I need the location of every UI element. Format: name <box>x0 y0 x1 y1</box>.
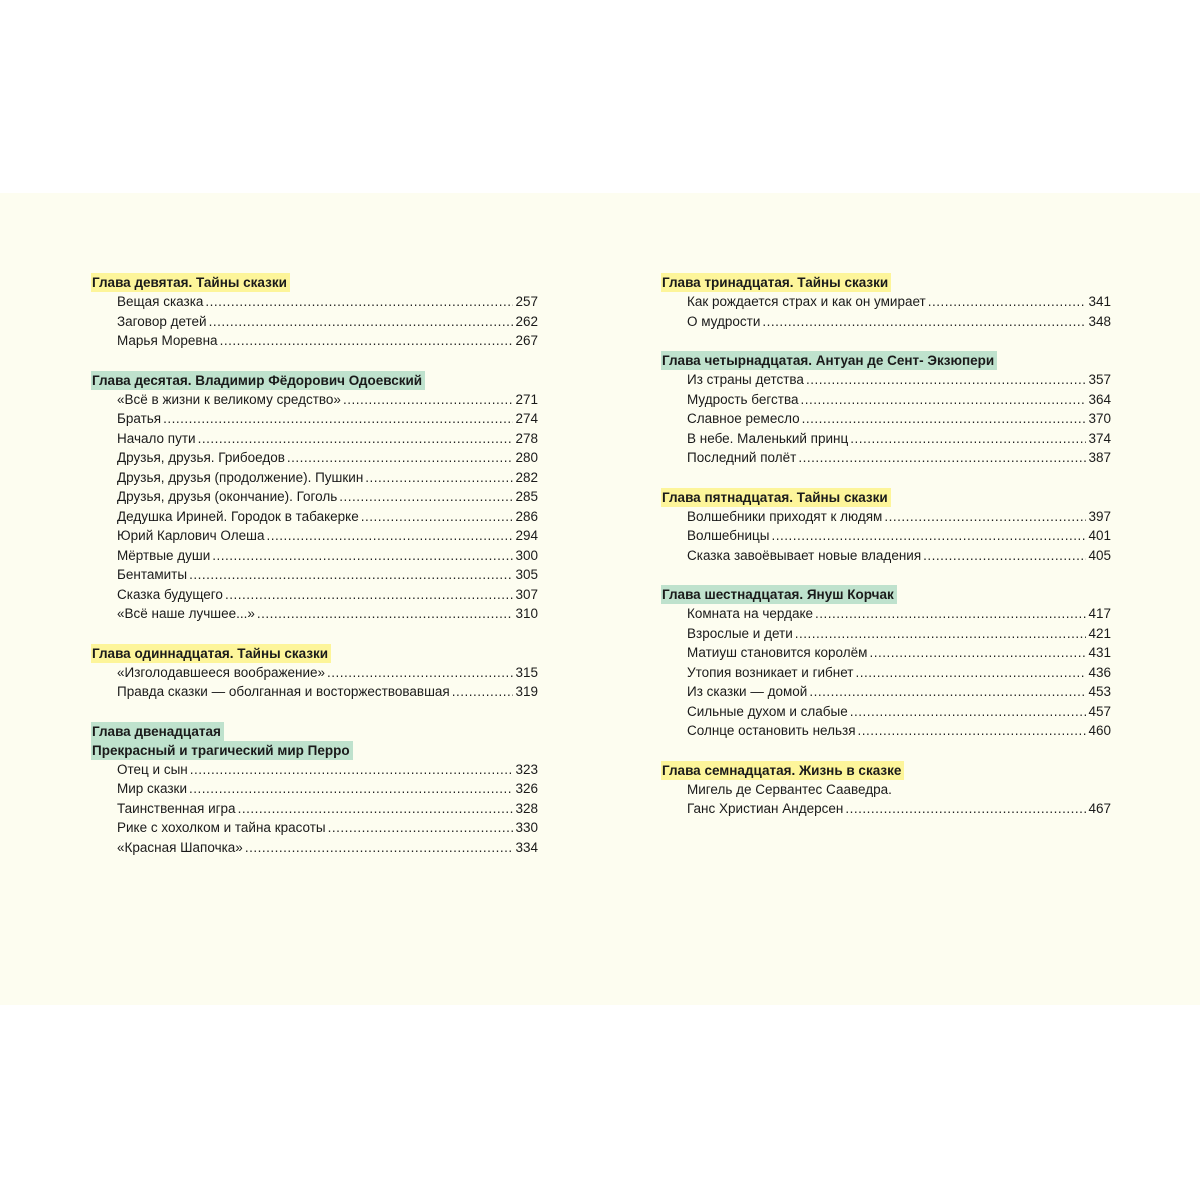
toc-entry[interactable] <box>91 546 538 566</box>
entry-page-number: 310 <box>515 606 538 621</box>
toc-entry[interactable] <box>91 312 538 332</box>
toc-entry[interactable] <box>661 409 1111 429</box>
entry-page-number: 262 <box>515 313 538 329</box>
entry-page-number: 300 <box>515 547 538 563</box>
entry-page-number: 341 <box>1088 294 1111 309</box>
dot-leader <box>163 409 513 429</box>
entry-title: «Всё наше лучшее...» <box>117 606 255 621</box>
entry-page-number: 357 <box>1088 372 1111 387</box>
dot-leader <box>198 429 514 449</box>
entry-title: Друзья, друзья. Грибоедов <box>117 450 285 465</box>
entry-title: «Изголодавшееся воображение» <box>117 664 326 680</box>
entry-title: О мудрости <box>687 313 761 329</box>
entry-page-number: 274 <box>515 411 538 426</box>
dot-leader <box>212 546 513 566</box>
entry-page-number: 286 <box>515 508 538 524</box>
entry-title: Заговор детей <box>117 313 207 329</box>
toc-chapter <box>661 488 1111 566</box>
dot-leader <box>220 331 514 351</box>
entry-title: Мёртвые души <box>117 547 211 563</box>
dot-leader <box>850 702 1087 722</box>
entry-title: Юрий Карлович Олеша <box>117 528 265 543</box>
dot-leader <box>205 292 513 312</box>
entry-title: Друзья, друзья (окончание). Гоголь <box>117 489 338 504</box>
dot-leader <box>225 585 514 605</box>
toc-entry[interactable] <box>91 468 538 488</box>
entry-page-number: 315 <box>515 664 538 680</box>
chapter-heading: Прекрасный и трагический мир Перро <box>91 741 353 760</box>
entry-page-number: 405 <box>1088 547 1111 563</box>
toc-entry[interactable] <box>661 799 1111 819</box>
dot-leader <box>267 526 514 546</box>
entry-page-number: 467 <box>1088 801 1111 816</box>
entry-page-number: 370 <box>1088 411 1111 426</box>
toc-entry[interactable] <box>661 604 1111 624</box>
entry-page-number: 421 <box>1088 625 1111 641</box>
entry-page-number: 431 <box>1088 645 1111 660</box>
entry-title: Мир сказки <box>117 781 187 796</box>
entry-title: «Всё в жизни к великому средство» <box>117 391 341 407</box>
dot-leader <box>190 760 514 780</box>
toc-entry[interactable] <box>91 585 538 605</box>
entry-page-number: 417 <box>1088 606 1111 621</box>
chapter-heading: Глава шестнадцатая. Януш Корчак <box>661 585 897 604</box>
entry-title: В небе. Маленький принц <box>687 430 849 446</box>
entry-title: Славное ремесло <box>687 411 800 426</box>
toc-entry[interactable] <box>661 507 1111 527</box>
dot-leader <box>809 682 1086 702</box>
chapter-heading: Глава одиннадцатая. Тайны сказки <box>91 644 331 663</box>
entry-title: Волшебники приходят к людям <box>687 508 883 524</box>
dot-leader <box>328 818 514 838</box>
toc-right-column <box>661 273 1111 839</box>
chapter-heading: Глава двенадцатая <box>91 722 224 741</box>
toc-entry[interactable] <box>661 702 1111 722</box>
toc-entry[interactable] <box>661 312 1111 332</box>
toc-entry[interactable] <box>661 526 1111 546</box>
entry-title: Матиуш становится королём <box>687 645 868 660</box>
toc-entry[interactable] <box>91 818 538 838</box>
dot-leader <box>798 448 1086 468</box>
toc-entry[interactable] <box>91 565 538 585</box>
dot-leader <box>189 565 513 585</box>
toc-entry[interactable] <box>661 643 1111 663</box>
book-spread <box>0 193 1200 1005</box>
entry-title: Из страны детства <box>687 372 804 387</box>
dot-leader <box>869 643 1086 663</box>
entry-title: Дедушка Ириней. Городок в табакерке <box>117 508 359 524</box>
dot-leader <box>928 292 1087 312</box>
toc-chapter <box>91 371 538 624</box>
entry-page-number: 328 <box>515 800 538 816</box>
entry-page-number: 282 <box>515 469 538 485</box>
dot-leader <box>452 682 514 702</box>
toc-entry[interactable] <box>91 663 538 683</box>
dot-leader <box>287 448 514 468</box>
toc-left-column <box>91 273 538 877</box>
toc-chapter <box>661 761 1111 819</box>
dot-leader <box>361 507 514 527</box>
toc-chapter <box>91 273 538 351</box>
dot-leader <box>762 312 1086 332</box>
entry-title: Братья <box>117 411 162 426</box>
entry-title: Марья Моревна <box>117 333 218 348</box>
toc-entry[interactable] <box>91 604 538 624</box>
entry-page-number: 364 <box>1088 391 1111 407</box>
toc-entry[interactable] <box>91 390 538 410</box>
entry-page-number: 307 <box>515 586 538 602</box>
chapter-heading: Глава четырнадцатая. Антуан де Сент- Экзюпери <box>661 351 997 370</box>
toc-chapter <box>91 722 538 858</box>
entry-title: Сказка завоёвывает новые владения <box>687 547 922 563</box>
entry-page-number: 280 <box>515 450 538 465</box>
toc-entry[interactable] <box>91 838 538 858</box>
entry-title: Взрослые и дети <box>687 625 793 641</box>
dot-leader <box>343 390 514 410</box>
toc-entry[interactable] <box>91 760 538 780</box>
entry-title: Мигель де Сервантес Сааведра. <box>687 781 892 797</box>
dot-leader <box>815 604 1086 624</box>
entry-page-number: 330 <box>515 820 538 835</box>
entry-page-number: 334 <box>515 839 538 855</box>
entry-page-number: 294 <box>515 528 538 543</box>
toc-entry[interactable] <box>661 624 1111 644</box>
entry-page-number: 323 <box>515 761 538 777</box>
dot-leader <box>189 779 513 799</box>
dot-leader <box>245 838 514 858</box>
entry-title: Волшебницы <box>687 528 770 543</box>
dot-leader <box>855 663 1086 683</box>
toc-entry[interactable] <box>91 526 538 546</box>
entry-title: Утопия возникает и гибнет <box>687 664 854 680</box>
toc-entry[interactable] <box>661 780 1111 800</box>
dot-leader <box>884 507 1086 527</box>
entry-page-number: 305 <box>515 567 538 582</box>
toc-entry[interactable] <box>91 448 538 468</box>
entry-title: Правда сказки — оболганная и восторжествовавшая <box>117 684 450 699</box>
entry-title: Солнце остановить нельзя <box>687 723 856 738</box>
chapter-heading: Глава семнадцатая. Жизнь в сказке <box>661 761 904 780</box>
toc-entry[interactable] <box>91 487 538 507</box>
toc-entry[interactable] <box>91 682 538 702</box>
dot-leader <box>795 624 1087 644</box>
entry-page-number: 348 <box>1088 313 1111 329</box>
toc-chapter <box>661 273 1111 331</box>
entry-page-number: 436 <box>1088 664 1111 680</box>
chapter-heading: Глава десятая. Владимир Фёдорович Одоевский <box>91 371 425 390</box>
entry-title: Ганс Христиан Андерсен <box>687 801 844 816</box>
chapter-heading: Глава девятая. Тайны сказки <box>91 273 290 292</box>
toc-entry[interactable] <box>91 799 538 819</box>
chapter-heading: Глава пятнадцатая. Тайны сказки <box>661 488 891 507</box>
entry-title: Сильные духом и слабые <box>687 703 848 719</box>
toc-entry[interactable] <box>661 292 1111 312</box>
dot-leader <box>845 799 1086 819</box>
entry-page-number: 326 <box>515 781 538 796</box>
entry-title: Таинственная игра <box>117 800 236 816</box>
dot-leader <box>802 409 1087 429</box>
entry-page-number: 387 <box>1088 450 1111 465</box>
toc-entry[interactable] <box>661 370 1111 390</box>
toc-entry[interactable] <box>91 292 538 312</box>
toc-entry[interactable] <box>91 409 538 429</box>
entry-page-number: 319 <box>515 684 538 699</box>
dot-leader <box>771 526 1086 546</box>
entry-page-number: 374 <box>1088 430 1111 446</box>
entry-page-number: 401 <box>1088 528 1111 543</box>
entry-title: Рике с хохолком и тайна красоты <box>117 820 326 835</box>
entry-page-number: 397 <box>1088 508 1111 524</box>
toc-entry[interactable] <box>661 663 1111 683</box>
dot-leader <box>209 312 514 332</box>
toc-entry[interactable] <box>91 331 538 351</box>
toc-entry[interactable] <box>661 448 1111 468</box>
dot-leader <box>806 370 1087 390</box>
entry-page-number: 457 <box>1088 703 1111 719</box>
toc-chapter <box>661 351 1111 468</box>
dot-leader <box>858 721 1087 741</box>
entry-title: Как рождается страх и как он умирает <box>687 294 926 309</box>
entry-page-number: 278 <box>515 430 538 446</box>
entry-title: Последний полёт <box>687 450 797 465</box>
dot-leader <box>801 390 1087 410</box>
entry-title: Бентамиты <box>117 567 188 582</box>
toc-entry[interactable] <box>91 429 538 449</box>
dot-leader <box>850 429 1086 449</box>
dot-leader <box>327 663 513 683</box>
toc-entry[interactable] <box>91 779 538 799</box>
toc-chapter <box>91 644 538 702</box>
toc-entry[interactable] <box>661 682 1111 702</box>
dot-leader <box>339 487 513 507</box>
entry-page-number: 271 <box>515 391 538 407</box>
toc-chapter <box>661 585 1111 741</box>
entry-title: Начало пути <box>117 430 196 446</box>
dot-leader <box>257 604 514 624</box>
dot-leader <box>923 546 1086 566</box>
entry-title: Вещая сказка <box>117 294 204 309</box>
chapter-heading: Глава тринадцатая. Тайны сказки <box>661 273 891 292</box>
toc-entry[interactable] <box>661 546 1111 566</box>
dot-leader <box>238 799 514 819</box>
entry-title: Из сказки — домой <box>687 684 808 699</box>
entry-page-number: 257 <box>515 294 538 309</box>
entry-title: Мудрость бегства <box>687 391 799 407</box>
dot-leader <box>365 468 513 488</box>
entry-page-number: 453 <box>1088 684 1111 699</box>
entry-page-number: 267 <box>515 333 538 348</box>
entry-page-number: 285 <box>515 489 538 504</box>
entry-title: Друзья, друзья (продолжение). Пушкин <box>117 469 364 485</box>
toc-entry[interactable] <box>661 721 1111 741</box>
toc-entry[interactable] <box>91 507 538 527</box>
entry-title: Отец и сын <box>117 761 188 777</box>
entry-page-number: 460 <box>1088 723 1111 738</box>
toc-entry[interactable] <box>661 390 1111 410</box>
entry-title: Комната на чердаке <box>687 606 814 621</box>
entry-title: Сказка будущего <box>117 586 223 602</box>
toc-entry[interactable] <box>661 429 1111 449</box>
entry-title: «Красная Шапочка» <box>117 839 243 855</box>
